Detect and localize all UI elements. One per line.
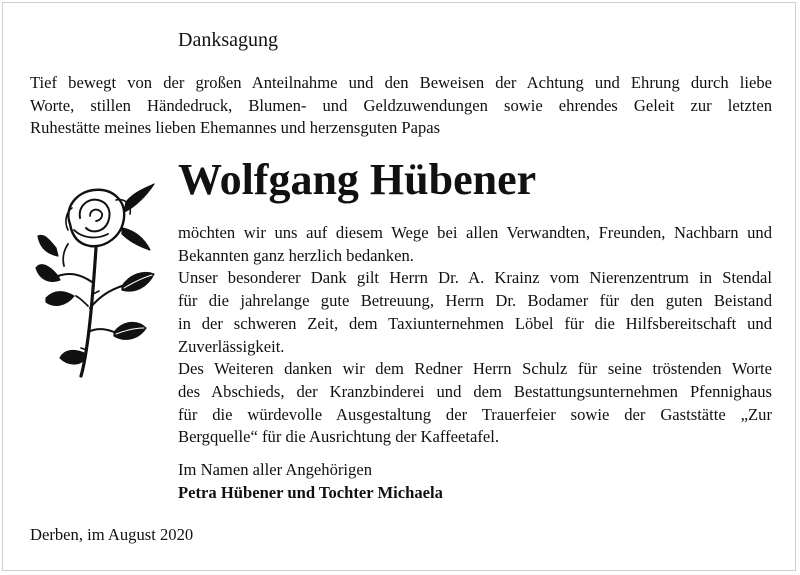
body-line: Bekannten ganz herzlich bedanken. xyxy=(178,245,414,265)
body-line: Zuverlässigkeit. xyxy=(178,336,285,356)
thanks-paragraph xyxy=(178,222,772,449)
signature-intro: Im Namen aller Angehörigen xyxy=(178,460,372,479)
body-line: in der schweren Zeit, dem Taxiunternehmen Löbel für die Hilfsbereitschaft und xyxy=(178,313,772,333)
intro-paragraph xyxy=(30,72,772,140)
intro-line: Ruhestätte meines lieben Ehemannes und herzensguten Papas xyxy=(30,118,441,137)
notice-heading: Danksagung xyxy=(178,29,278,51)
signature-names: Petra Hübener und Tochter Michaela xyxy=(178,483,443,502)
rose-icon xyxy=(34,178,156,378)
body-line: möchten wir uns auf diesem Wege bei allen Verwandten, Freunden, Nachbarn und xyxy=(178,223,772,242)
body-line: Unser besonderer Dank gilt Herrn Dr. A. Krainz vom Nierenzentrum in Stendal xyxy=(178,268,772,288)
body-line: Bergquelle“ für die Ausrichtung der Kaffeetafel. xyxy=(178,427,499,447)
place-date: Derben, im August 2020 xyxy=(30,525,194,544)
intro-line: Tief bewegt von der großen Anteilnahme und den Beweisen der Achtung und Ehrung durch liebe xyxy=(30,73,772,92)
body-line: Des Weiteren danken wir dem Redner Herrn Schulz für seine tröstenden Worte xyxy=(178,359,772,379)
deceased-name: Wolfgang Hübener xyxy=(178,155,537,204)
body-line: des Abschieds, der Kranzbinderei und dem Bestattungsunternehmen Pfennighaus xyxy=(178,381,772,401)
body-line: für die würdevolle Ausgestaltung der Trauerfeier sowie der Gaststätte „Zur xyxy=(178,404,772,424)
intro-line: Worte, stillen Händedruck, Blumen- und Geldzuwendungen sowie ehrendes Geleit zur letzten xyxy=(30,95,772,115)
body-line: für die jahrelange gute Betreuung, Herrn Dr. Bodamer für den guten Beistand xyxy=(178,291,772,311)
